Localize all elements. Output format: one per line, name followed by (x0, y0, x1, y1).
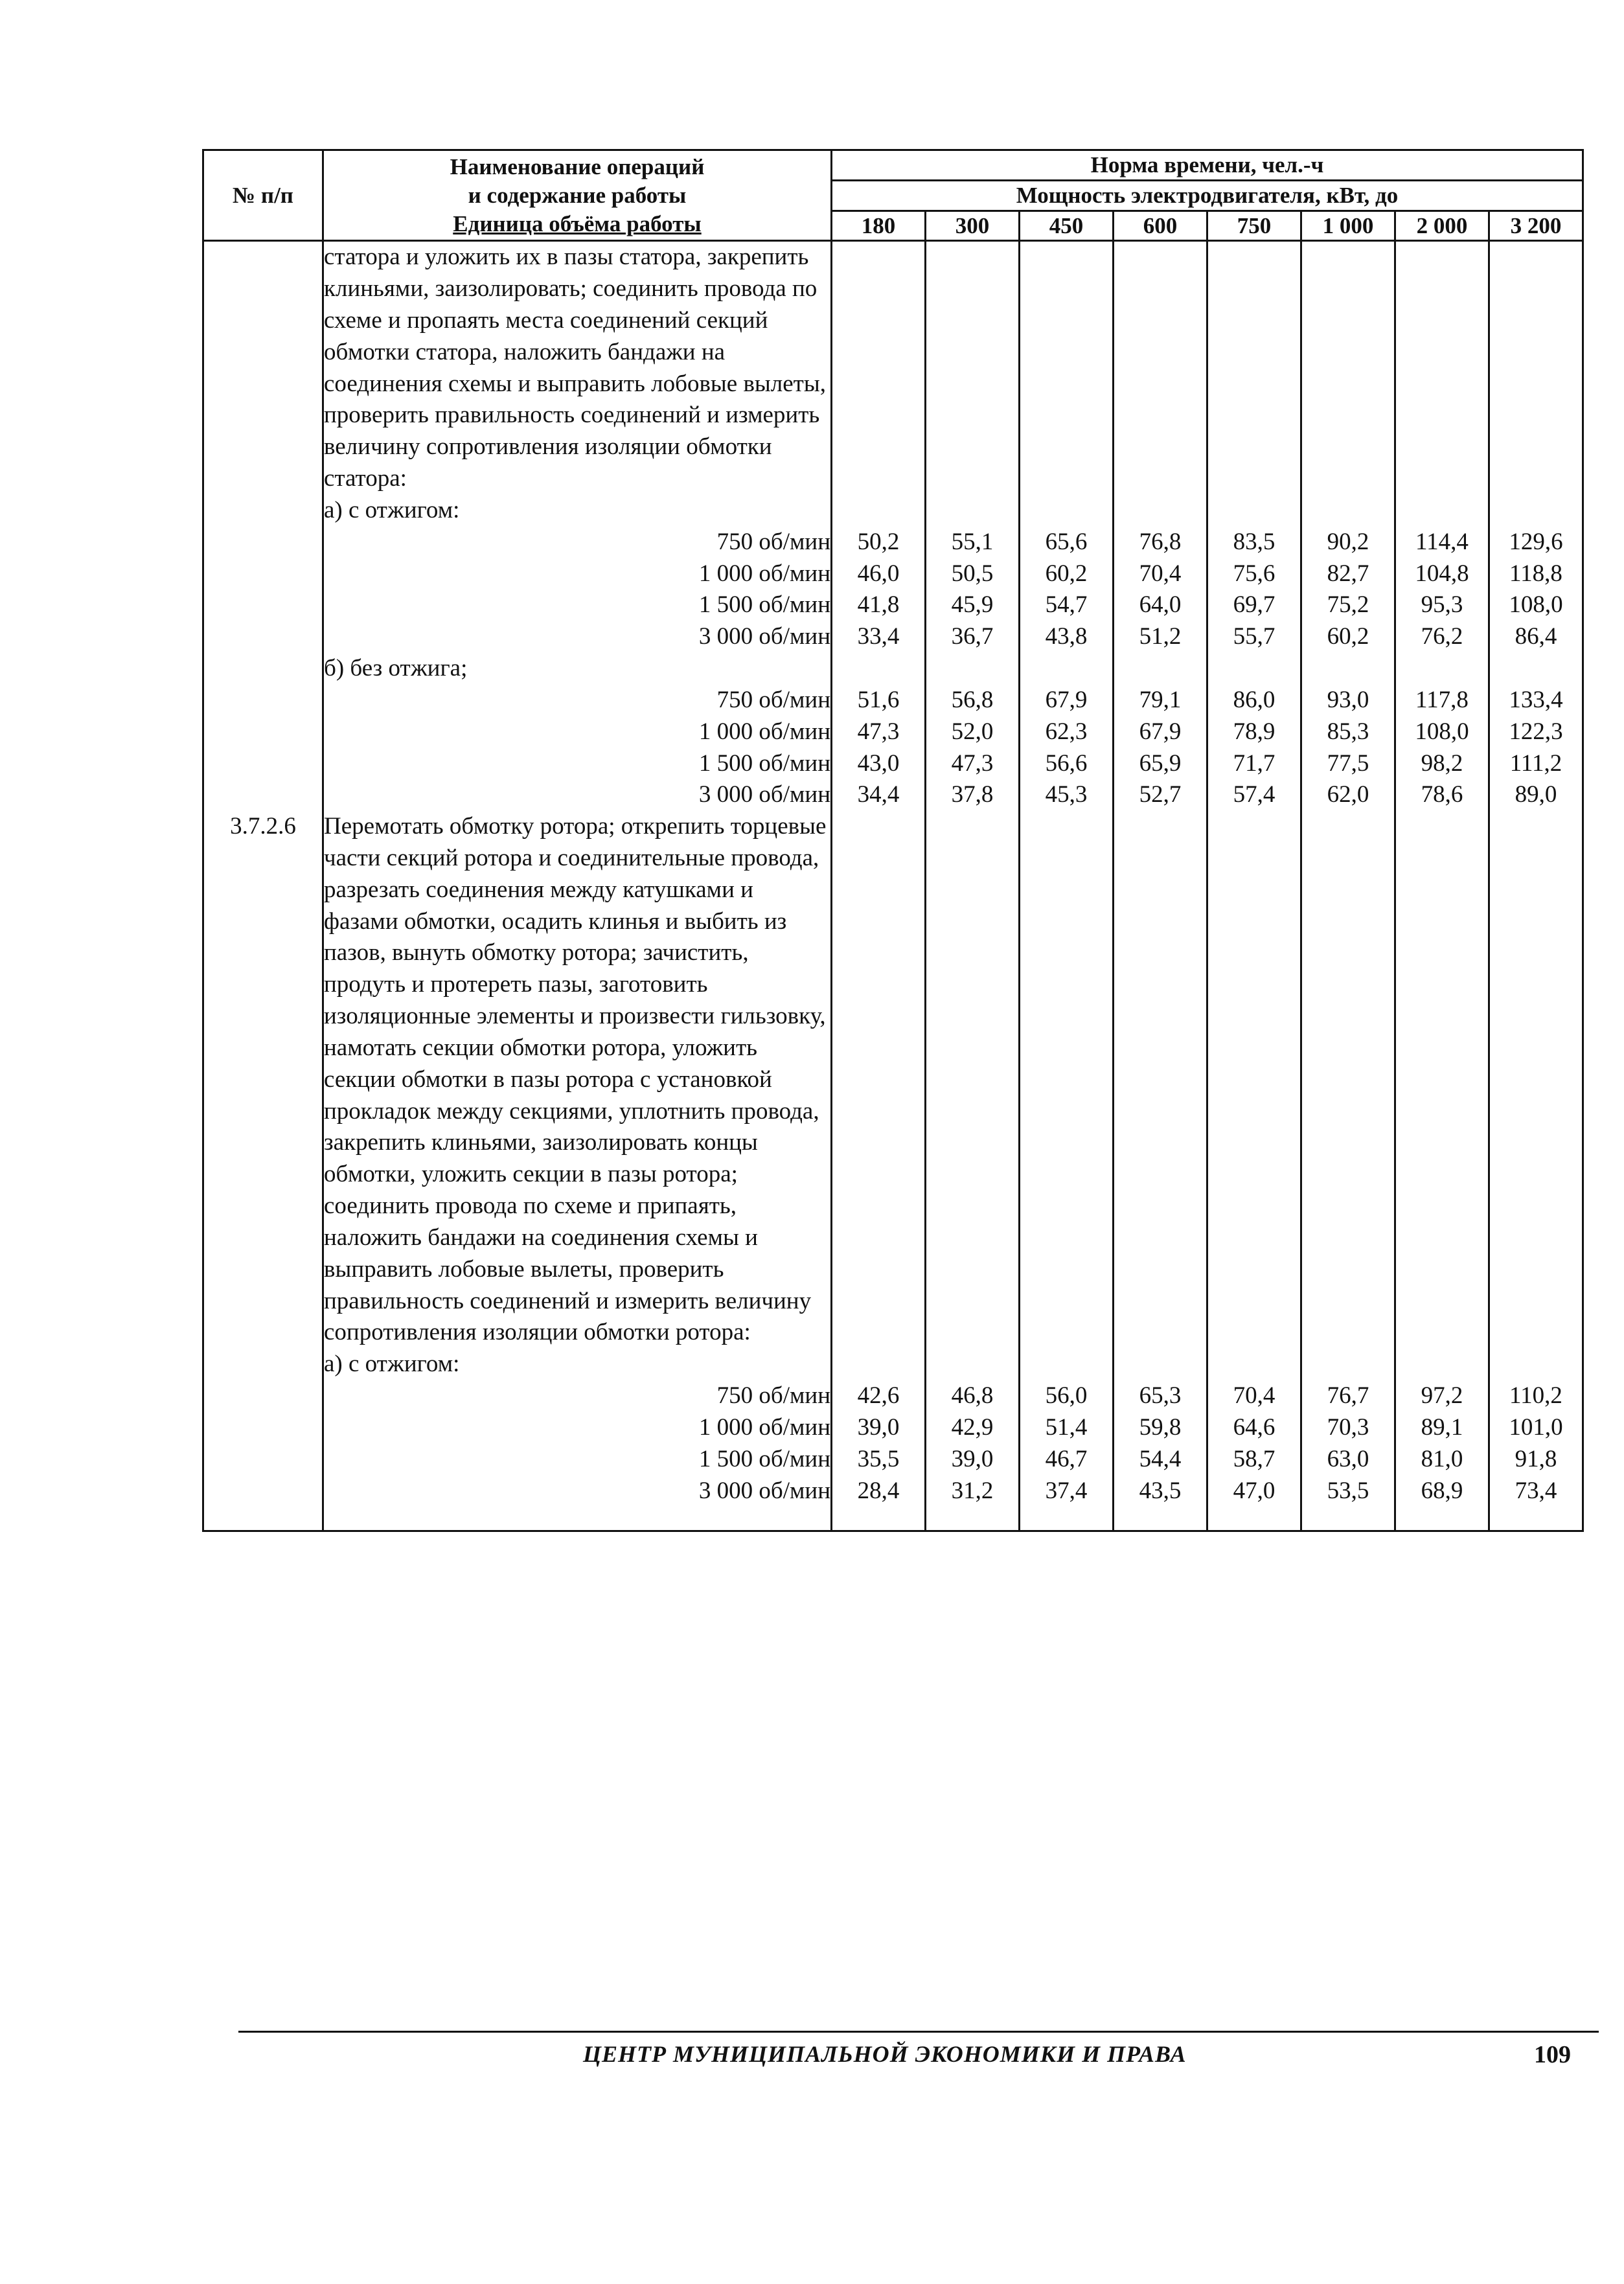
value-cell: 76,2 (1395, 621, 1489, 653)
value-cell: 45,3 (1020, 779, 1114, 811)
table-row (203, 1476, 1583, 1531)
header-power: Мощность электродвигателя, кВт, до (832, 180, 1583, 211)
empty-cell (1020, 1349, 1114, 1380)
header-name-line3: Единица объёма работы (453, 211, 702, 236)
value-cell: 118,8 (1489, 558, 1583, 590)
speed-label: 1 000 об/мин (323, 558, 832, 590)
speed-label: 3 000 об/мин (323, 779, 832, 811)
value-cell: 50,5 (926, 558, 1020, 590)
table-row (203, 558, 1583, 590)
value-cell: 39,0 (926, 1444, 1020, 1476)
table-header (203, 150, 1583, 241)
value-cell: 56,0 (1020, 1380, 1114, 1412)
operation-description: статора и уложить их в пазы статора, закрепить клиньями, заизолировать; соединить провода по схеме и пропаять места соединений секций обмотки статора, наложить бандажи на соединения схемы и выправить лобовые вылеты, проверить правильность соединений и измерить величину сопротивления изоляции обмотки статора: (323, 241, 832, 495)
empty-cell (203, 621, 323, 653)
table-row (203, 716, 1583, 748)
value-cell: 50,2 (832, 527, 926, 558)
header-col-4: 750 (1207, 211, 1301, 241)
empty-cell (1489, 811, 1583, 1349)
value-cell: 63,0 (1301, 1444, 1395, 1476)
header-norm: Норма времени, чел.-ч (832, 150, 1583, 181)
table-row (203, 1380, 1583, 1412)
page-number: 109 (1534, 2041, 1571, 2068)
empty-cell (203, 1380, 323, 1412)
empty-cell (1114, 241, 1207, 495)
value-cell: 68,9 (1395, 1476, 1489, 1531)
footer-rule (238, 2031, 1599, 2033)
value-cell: 58,7 (1207, 1444, 1301, 1476)
group-label-row (203, 653, 1583, 685)
empty-cell (1207, 1349, 1301, 1380)
speed-label: 1 500 об/мин (323, 748, 832, 780)
value-cell: 60,2 (1020, 558, 1114, 590)
speed-label: 1 000 об/мин (323, 716, 832, 748)
value-cell: 133,4 (1489, 685, 1583, 716)
empty-cell (1114, 495, 1207, 527)
empty-cell (1020, 811, 1114, 1349)
speed-label: 750 об/мин (323, 1380, 832, 1412)
value-cell: 111,2 (1489, 748, 1583, 780)
value-cell: 59,8 (1114, 1412, 1207, 1444)
empty-cell (1207, 653, 1301, 685)
value-cell: 55,1 (926, 527, 1020, 558)
value-cell: 36,7 (926, 621, 1020, 653)
empty-cell (832, 1349, 926, 1380)
empty-cell (203, 1444, 323, 1476)
speed-label: 750 об/мин (323, 685, 832, 716)
value-cell: 51,4 (1020, 1412, 1114, 1444)
value-cell: 28,4 (832, 1476, 926, 1531)
value-cell: 67,9 (1020, 685, 1114, 716)
empty-cell (832, 495, 926, 527)
value-cell: 83,5 (1207, 527, 1301, 558)
value-cell: 46,0 (832, 558, 926, 590)
value-cell: 51,6 (832, 685, 926, 716)
section-description-row (203, 811, 1583, 1349)
value-cell: 43,8 (1020, 621, 1114, 653)
value-cell: 46,7 (1020, 1444, 1114, 1476)
table-row (203, 1412, 1583, 1444)
empty-cell (203, 685, 323, 716)
value-cell: 64,6 (1207, 1412, 1301, 1444)
value-cell: 52,7 (1114, 779, 1207, 811)
empty-cell (1395, 653, 1489, 685)
value-cell: 53,5 (1301, 1476, 1395, 1531)
empty-cell (1207, 811, 1301, 1349)
value-cell: 70,3 (1301, 1412, 1395, 1444)
empty-cell (926, 653, 1020, 685)
empty-cell (1301, 241, 1395, 495)
value-cell: 62,0 (1301, 779, 1395, 811)
table-body (203, 241, 1583, 1531)
value-cell: 65,3 (1114, 1380, 1207, 1412)
value-cell: 47,3 (926, 748, 1020, 780)
value-cell: 76,8 (1114, 527, 1207, 558)
empty-cell (1301, 811, 1395, 1349)
table-row (203, 527, 1583, 558)
value-cell: 91,8 (1489, 1444, 1583, 1476)
empty-cell (832, 811, 926, 1349)
header-name-line2: и содержание работы (468, 182, 687, 208)
value-cell: 101,0 (1489, 1412, 1583, 1444)
value-cell: 35,5 (832, 1444, 926, 1476)
speed-label: 1 500 об/мин (323, 1444, 832, 1476)
value-cell: 52,0 (926, 716, 1020, 748)
empty-cell (1020, 241, 1114, 495)
value-cell: 43,0 (832, 748, 926, 780)
empty-cell (203, 589, 323, 621)
value-cell: 37,8 (926, 779, 1020, 811)
empty-cell (203, 495, 323, 527)
value-cell: 78,6 (1395, 779, 1489, 811)
value-cell: 108,0 (1489, 589, 1583, 621)
empty-cell (1301, 1349, 1395, 1380)
value-cell: 39,0 (832, 1412, 926, 1444)
group-label: а) с отжигом: (323, 1349, 832, 1380)
value-cell: 86,4 (1489, 621, 1583, 653)
value-cell: 65,9 (1114, 748, 1207, 780)
speed-label: 3 000 об/мин (323, 621, 832, 653)
value-cell: 54,4 (1114, 1444, 1207, 1476)
empty-cell (1114, 811, 1207, 1349)
empty-cell (1207, 241, 1301, 495)
value-cell: 75,2 (1301, 589, 1395, 621)
header-col-3: 600 (1114, 211, 1207, 241)
empty-cell (1395, 1349, 1489, 1380)
value-cell: 60,2 (1301, 621, 1395, 653)
operation-description: Перемотать обмотку ротора; открепить торцевые части секций ротора и соединительные провода, разрезать соединения между катушками и фазами обмотки, осадить клинья и выбить из пазов, вынуть обмотку ротора; зачистить, продуть и протереть пазы, заготовить изоляционные элементы и произвести гильзовку, намотать секции обмотки ротора, уложить секции обмотки в пазы ротора с установкой прокладок между секциями, уплотнить провода, закрепить клиньями, заизолировать концы обмотки, уложить секции в пазы ротора; соединить провода по схеме и припаять, наложить бандажи на соединения схемы и выправить лобовые вылеты, проверить правильность соединений и измерить величину сопротивления изоляции обмотки ротора: (323, 811, 832, 1349)
group-label: б) без отжига; (323, 653, 832, 685)
value-cell: 85,3 (1301, 716, 1395, 748)
empty-cell (1207, 495, 1301, 527)
speed-label: 1 500 об/мин (323, 589, 832, 621)
value-cell: 77,5 (1301, 748, 1395, 780)
empty-cell (1489, 653, 1583, 685)
header-col-2: 450 (1020, 211, 1114, 241)
row-number: 3.7.2.6 (203, 811, 323, 1349)
value-cell: 56,6 (1020, 748, 1114, 780)
value-cell: 76,7 (1301, 1380, 1395, 1412)
value-cell: 45,9 (926, 589, 1020, 621)
value-cell: 71,7 (1207, 748, 1301, 780)
table-row (203, 685, 1583, 716)
value-cell: 46,8 (926, 1380, 1020, 1412)
empty-cell (203, 1476, 323, 1531)
table-row (203, 748, 1583, 780)
value-cell: 34,4 (832, 779, 926, 811)
empty-cell (1114, 1349, 1207, 1380)
empty-cell (1301, 495, 1395, 527)
group-label-row (203, 495, 1583, 527)
group-label: а) с отжигом: (323, 495, 832, 527)
table-row (203, 589, 1583, 621)
empty-cell (203, 653, 323, 685)
value-cell: 81,0 (1395, 1444, 1489, 1476)
value-cell: 122,3 (1489, 716, 1583, 748)
value-cell: 93,0 (1301, 685, 1395, 716)
value-cell: 70,4 (1114, 558, 1207, 590)
value-cell: 31,2 (926, 1476, 1020, 1531)
table-row (203, 621, 1583, 653)
value-cell: 108,0 (1395, 716, 1489, 748)
empty-cell (1395, 241, 1489, 495)
header-col-7: 3 200 (1489, 211, 1583, 241)
empty-cell (1489, 241, 1583, 495)
value-cell: 89,1 (1395, 1412, 1489, 1444)
value-cell: 56,8 (926, 685, 1020, 716)
header-col-1: 300 (926, 211, 1020, 241)
value-cell: 79,1 (1114, 685, 1207, 716)
value-cell: 67,9 (1114, 716, 1207, 748)
footer-text: ЦЕНТР МУНИЦИПАЛЬНОЙ ЭКОНОМИКИ И ПРАВА (583, 2041, 1187, 2067)
empty-cell (926, 241, 1020, 495)
header-col-6: 2 000 (1395, 211, 1489, 241)
value-cell: 54,7 (1020, 589, 1114, 621)
value-cell: 42,9 (926, 1412, 1020, 1444)
table-row (203, 779, 1583, 811)
header-col-5: 1 000 (1301, 211, 1395, 241)
value-cell: 98,2 (1395, 748, 1489, 780)
value-cell: 55,7 (1207, 621, 1301, 653)
row-number (203, 241, 323, 495)
empty-cell (926, 1349, 1020, 1380)
value-cell: 47,0 (1207, 1476, 1301, 1531)
value-cell: 42,6 (832, 1380, 926, 1412)
empty-cell (203, 1349, 323, 1380)
empty-cell (203, 748, 323, 780)
value-cell: 117,8 (1395, 685, 1489, 716)
value-cell: 90,2 (1301, 527, 1395, 558)
empty-cell (1301, 653, 1395, 685)
value-cell: 47,3 (832, 716, 926, 748)
empty-cell (203, 1412, 323, 1444)
value-cell: 33,4 (832, 621, 926, 653)
header-name (323, 150, 832, 241)
empty-cell (926, 811, 1020, 1349)
value-cell: 64,0 (1114, 589, 1207, 621)
speed-label: 750 об/мин (323, 527, 832, 558)
value-cell: 95,3 (1395, 589, 1489, 621)
header-name-line1: Наименование операций (450, 154, 705, 179)
empty-cell (1489, 495, 1583, 527)
value-cell: 75,6 (1207, 558, 1301, 590)
value-cell: 51,2 (1114, 621, 1207, 653)
value-cell: 73,4 (1489, 1476, 1583, 1531)
value-cell: 57,4 (1207, 779, 1301, 811)
value-cell: 86,0 (1207, 685, 1301, 716)
empty-cell (1395, 495, 1489, 527)
value-cell: 69,7 (1207, 589, 1301, 621)
speed-label: 3 000 об/мин (323, 1476, 832, 1531)
value-cell: 110,2 (1489, 1380, 1583, 1412)
group-label-row (203, 1349, 1583, 1380)
empty-cell (926, 495, 1020, 527)
empty-cell (1489, 1349, 1583, 1380)
value-cell: 78,9 (1207, 716, 1301, 748)
value-cell: 37,4 (1020, 1476, 1114, 1531)
value-cell: 41,8 (832, 589, 926, 621)
value-cell: 62,3 (1020, 716, 1114, 748)
empty-cell (1395, 811, 1489, 1349)
empty-cell (203, 779, 323, 811)
value-cell: 65,6 (1020, 527, 1114, 558)
table-row (203, 1444, 1583, 1476)
empty-cell (203, 558, 323, 590)
header-num: № п/п (203, 150, 323, 241)
value-cell: 114,4 (1395, 527, 1489, 558)
empty-cell (203, 716, 323, 748)
value-cell: 129,6 (1489, 527, 1583, 558)
empty-cell (1020, 495, 1114, 527)
empty-cell (203, 527, 323, 558)
empty-cell (832, 241, 926, 495)
value-cell: 97,2 (1395, 1380, 1489, 1412)
value-cell: 70,4 (1207, 1380, 1301, 1412)
section-description-row (203, 241, 1583, 495)
header-col-0: 180 (832, 211, 926, 241)
value-cell: 82,7 (1301, 558, 1395, 590)
empty-cell (1114, 653, 1207, 685)
value-cell: 43,5 (1114, 1476, 1207, 1531)
norms-table (202, 149, 1584, 1532)
value-cell: 89,0 (1489, 779, 1583, 811)
empty-cell (832, 653, 926, 685)
speed-label: 1 000 об/мин (323, 1412, 832, 1444)
empty-cell (1020, 653, 1114, 685)
value-cell: 104,8 (1395, 558, 1489, 590)
